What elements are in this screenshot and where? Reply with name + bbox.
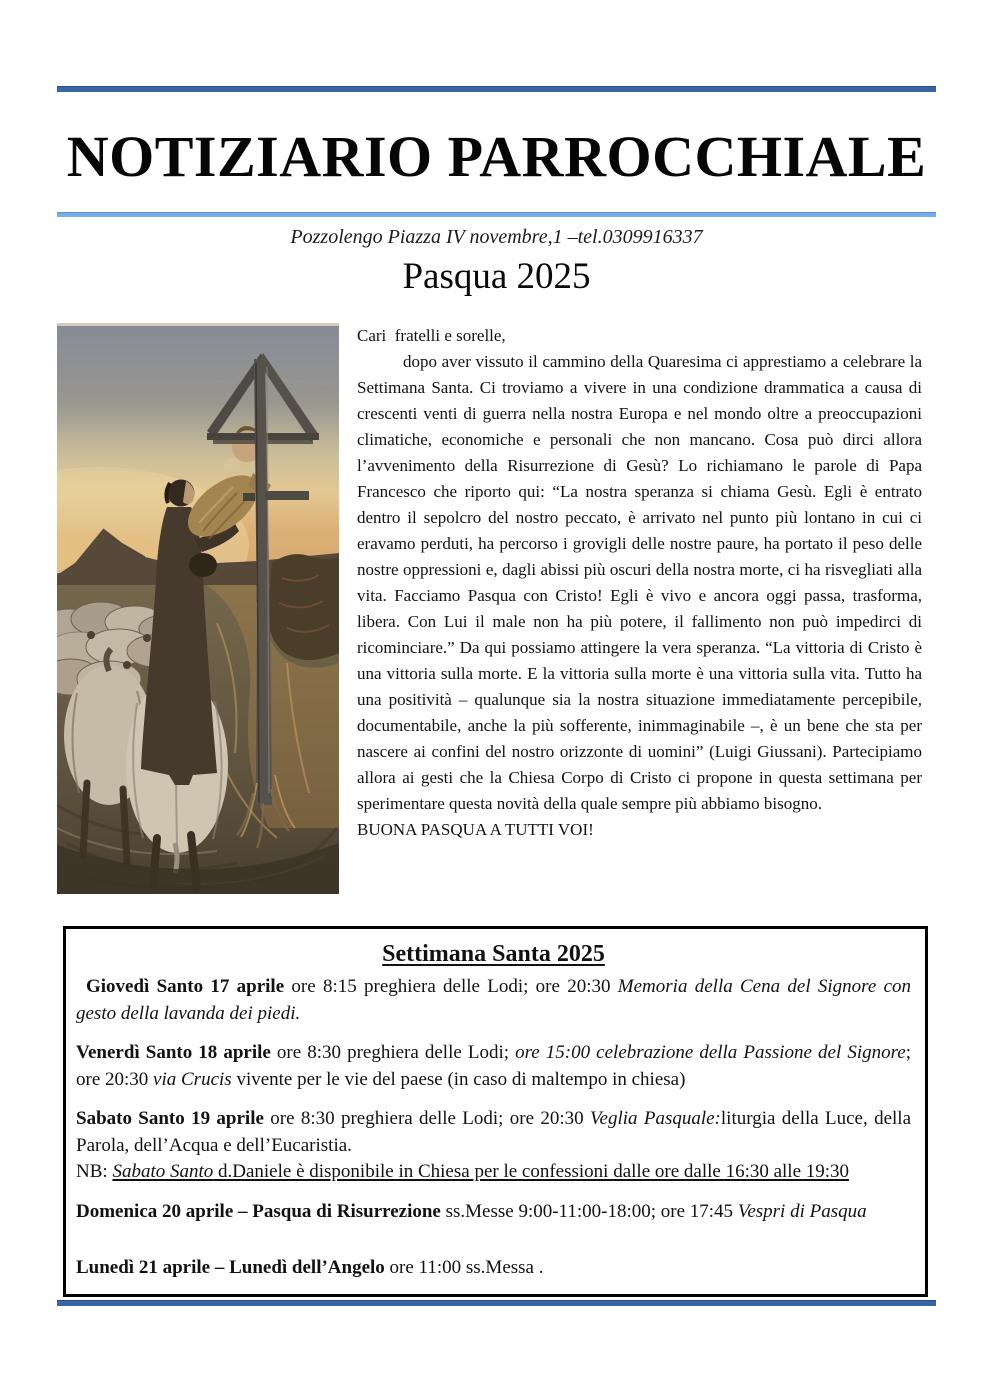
schedule-entry-sabato-santo: Sabato Santo 19 aprile ore 8:30 preghiera delle Lodi; ore 20:30 Veglia Pasquale:liturgia della Luce, della Parola, dell’Acqua e dell’Eucaristia.: [76, 1108, 911, 1156]
newsletter-title: NOTIZIARIO PARROCCHIALE: [66, 124, 927, 189]
schedule-entry-venerdi-santo: Venerdì Santo 18 aprile ore 8:30 preghiera delle Lodi; ore 15:00 celebrazione della Passione del Signore; ore 20:30 via Crucis vivente per le vie del paese (in caso di maltempo in chiesa): [76, 1042, 911, 1090]
holy-week-schedule-box: [63, 926, 928, 1297]
schedule-title: [76, 939, 911, 970]
top-divider: [57, 86, 936, 92]
letter-section: [57, 323, 936, 894]
letter-closing: BUONA PASQUA A TUTTI VOI!: [357, 820, 594, 839]
issue-title: Pasqua 2025: [402, 256, 591, 297]
easter-letter: [357, 323, 922, 843]
bottom-divider: [57, 1300, 936, 1306]
schedule-title-text: Settimana Santa 2025: [382, 941, 605, 967]
schedule-entry-lunedi-angelo: Lunedì 21 aprile – Lunedì dell’Angelo ore 11:00 ss.Messa .: [76, 1257, 544, 1278]
schedule-entry-nb-confessioni: NB: Sabato Santo d.Daniele è disponibile in Chiesa per le confessioni dalle ore dalle 16:30 alle 19:30: [76, 1161, 850, 1182]
masthead-divider: [57, 212, 936, 217]
painting-canvas-edge: [57, 323, 339, 326]
letter-body: dopo aver vissuto il cammino della Quaresima ci apprestiamo a celebrare la Settimana Santa. Ci troviamo a vivere in una condizione drammatica a causa di crescenti venti di guerra nella nostra Europa e nel mondo oltre a preoccupazioni climatiche, economiche e personali che non mancano. Cosa può dirci allora l’avvenimento della Risurrezione di Gesù? Lo richiamano le parole di Papa Francesco che riporto qui: “La nostra speranza si chiama Gesù. Egli è entrato dentro il sepolcro del nostro peccato, è arrivato nel punto più lontano in cui ci eravamo perduti, ha percorso i grovigli delle nostre paure, ha portato il peso delle nostre oppressioni e, dagli abissi più oscuri della nostra morte, ci ha risvegliati alla vita. Facciamo Pasqua con Cristo! Egli è vivo e ancora oggi passa, trasforma, libera. Con Lui il male non ha più potere, il fallimento non può impedirci di ricominciare.” Da qui possiamo attingere la vera speranza. “La vittoria di Cristo è una vittoria sulla morte. E la vittoria sulla morte è una vittoria sulla vita. Tutto ha una positività – qualunque sia la nostra situazione immediatamente percepibile, documentabile, anche la più sofferente, inimmaginabile –, è un bene che sta per nascere ai confini del nostro orizzonte di uomini” (Luigi Giussani). Partecipiamo allora ai gesti che la Chiesa Corpo di Cristo ci propone in questa settimana per sperimentare questa novità della quale sempre più abbiamo bisogno.: [357, 352, 922, 813]
schedule-entry-giovedi-santo: Giovedì Santo 17 aprile ore 8:15 preghiera delle Lodi; ore 20:30 Memoria della Cena del Signore con gesto della lavanda dei piedi.: [76, 976, 911, 1024]
schedule-entry-domenica-pasqua: Domenica 20 aprile – Pasqua di Risurrezione ss.Messe 9:00-11:00-18:00; ore 17:45 Vespri di Pasqua: [76, 1200, 867, 1222]
easter-painting-woman-child-wayside-cross: [57, 323, 339, 894]
letter-salutation: Cari fratelli e sorelle,: [357, 326, 506, 345]
parish-address: Pozzolengo Piazza IV novembre,1 –tel.0309916337: [290, 226, 703, 248]
